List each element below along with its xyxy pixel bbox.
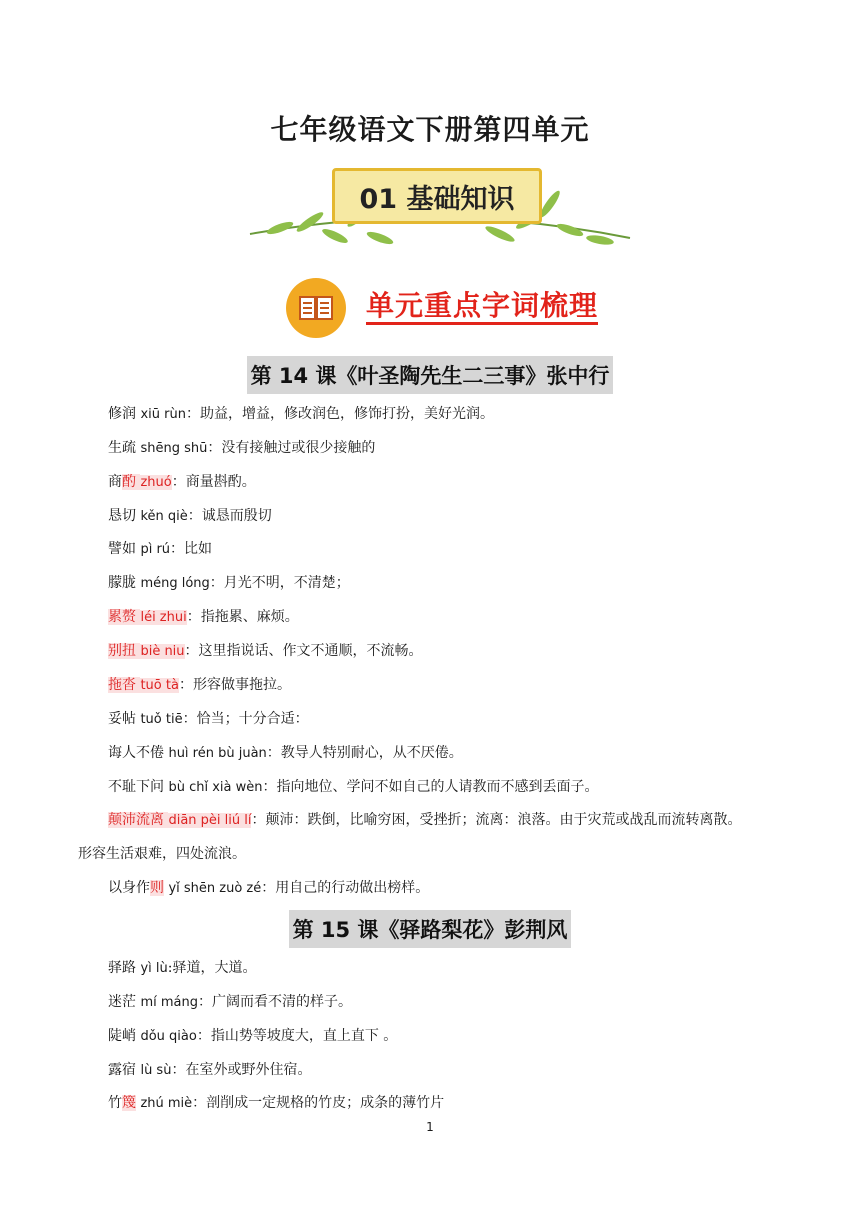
lesson-heading: 第 14 课《叶圣陶先生二三事》张中行 — [0, 356, 860, 394]
vocab-entry: 累赘 léi zhui：指拖累、麻烦。 — [108, 609, 299, 625]
vocab-entry: 露宿 lù sù：在室外或野外住宿。 — [108, 1062, 312, 1078]
vocab-entry: 妥帖 tuǒ tiē：恰当；十分合适： — [108, 711, 309, 727]
vocab-entry: 譬如 pì rú：比如 — [108, 541, 213, 557]
vocab-entry: 驿路 yì lù:驿道，大道。 — [108, 960, 257, 976]
banner-label: 01 基础知识 — [332, 168, 542, 224]
vocab-entry: 迷茫 mí máng：广阔而看不清的样子。 — [108, 994, 352, 1010]
page-number: 1 — [426, 1120, 434, 1134]
vocab-entry: 颠沛流离 diān pèi liú lí：颠沛：跌倒，比喻穷困，受挫折；流离：浪落。由于灾荒或战乱而流转离散。 — [108, 812, 742, 828]
vocab-entry-continuation: 形容生活艰难，四处流浪。 — [78, 846, 246, 862]
page-title: 七年级语文下册第四单元 — [270, 113, 590, 146]
vocab-entry: 陡峭 dǒu qiào：指山势等坡度大，直上直下 。 — [108, 1028, 398, 1044]
lesson-heading: 第 15 课《驿路梨花》彭荆风 — [0, 910, 860, 948]
vocab-entry: 商酌 zhuó：商量斟酌。 — [108, 474, 256, 490]
vocab-entry: 诲人不倦 huì rén bù juàn：教导人特别耐心，从不厌倦。 — [108, 745, 463, 761]
vocab-entry: 恳切 kěn qiè：诚恳而殷切 — [108, 508, 272, 524]
vocab-entry: 竹篾 zhú miè：剖削成一定规格的竹皮；成条的薄竹片 — [108, 1095, 445, 1111]
vocab-entry: 以身作则 yǐ shēn zuò zé：用自己的行动做出榜样。 — [108, 880, 430, 896]
vocab-entry: 朦胧 méng lóng：月光不明，不清楚； — [108, 575, 350, 591]
vocab-entry: 不耻下问 bù chǐ xià wèn：指向地位、学问不如自己的人请教而不感到丢面子。 — [108, 779, 599, 795]
vocab-entry: 生疏 shēng shū：没有接触过或很少接触的 — [108, 440, 376, 456]
section-heading-underline — [366, 322, 598, 325]
vocab-entry: 拖沓 tuō tà：形容做事拖拉。 — [108, 677, 291, 693]
section-banner — [240, 160, 640, 260]
vocab-entry: 别扭 biè niu：这里指说话、作文不通顺，不流畅。 — [108, 643, 423, 659]
book-icon — [286, 278, 346, 338]
section-heading-text: 单元重点字词梳理 — [366, 289, 599, 322]
vocab-entry: 修润 xiū rùn：助益，增益，修改润色，修饰打扮，美好光润。 — [108, 406, 494, 422]
